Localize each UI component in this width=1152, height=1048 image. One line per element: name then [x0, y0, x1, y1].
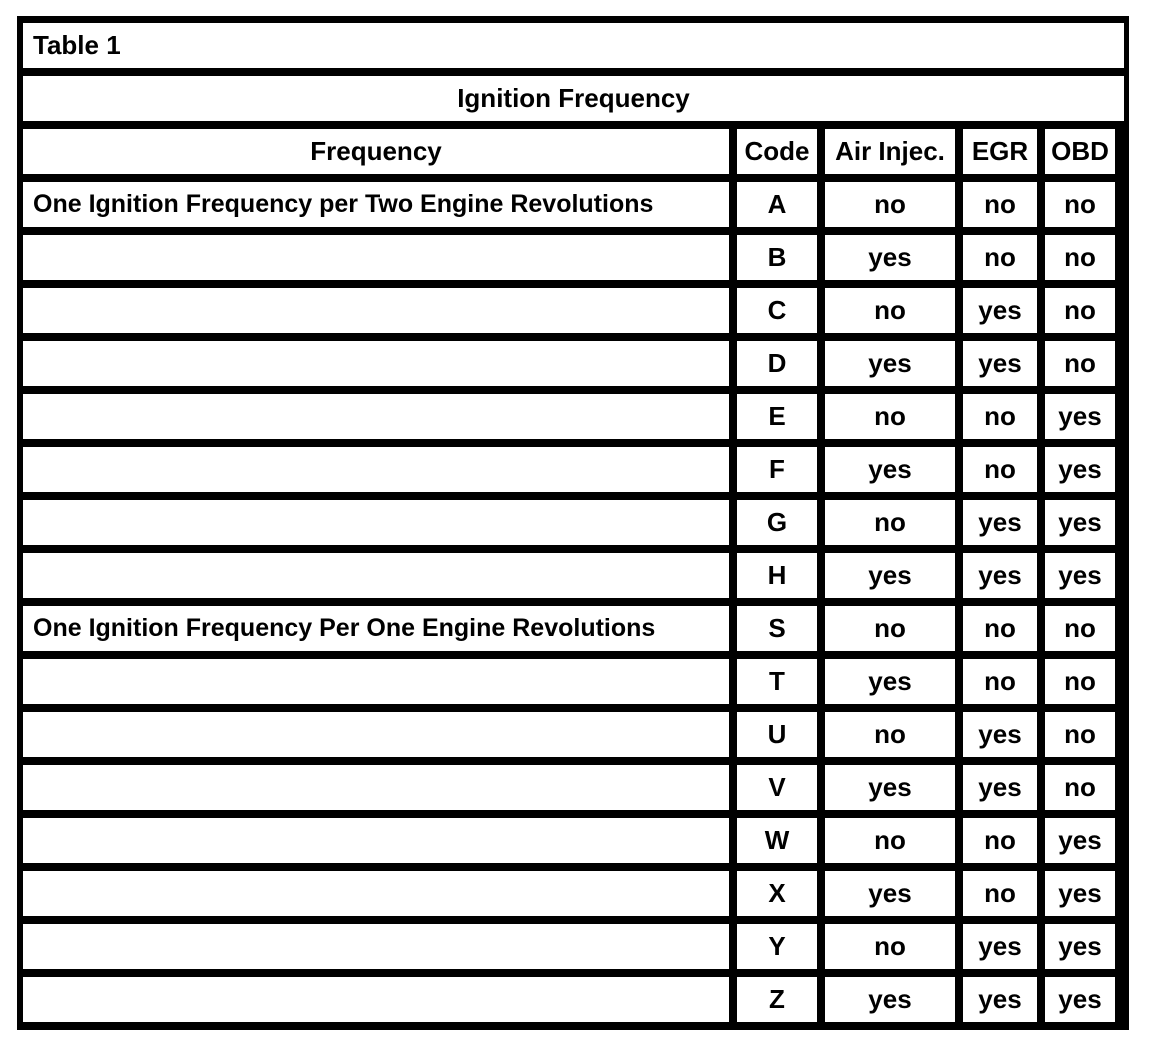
cell-egr: no — [963, 235, 1037, 280]
cell-code: X — [737, 871, 817, 916]
cell-egr: yes — [963, 341, 1037, 386]
caption-row — [23, 23, 1124, 68]
header-egr: EGR — [963, 129, 1037, 174]
cell-air-injection: no — [825, 818, 955, 863]
table-row — [23, 182, 1124, 227]
cell-obd: yes — [1045, 871, 1115, 916]
cell-code: H — [737, 553, 817, 598]
cell-air-injection: no — [825, 394, 955, 439]
cell-air-injection: yes — [825, 235, 955, 280]
cell-obd: yes — [1045, 500, 1115, 545]
cell-air-injection: no — [825, 924, 955, 969]
cell-frequency: One Ignition Frequency per Two Engine Revolutions — [23, 182, 729, 227]
table-row — [23, 447, 1124, 492]
table-row — [23, 394, 1124, 439]
cell-frequency — [23, 977, 729, 1022]
cell-code: W — [737, 818, 817, 863]
cell-frequency — [23, 500, 729, 545]
table-row — [23, 606, 1124, 651]
table-caption: Table 1 — [23, 23, 1124, 68]
cell-frequency — [23, 235, 729, 280]
cell-egr: no — [963, 394, 1037, 439]
cell-frequency — [23, 447, 729, 492]
cell-air-injection: yes — [825, 659, 955, 704]
cell-egr: yes — [963, 712, 1037, 757]
cell-obd: no — [1045, 341, 1115, 386]
cell-air-injection: no — [825, 606, 955, 651]
cell-air-injection: no — [825, 500, 955, 545]
cell-air-injection: yes — [825, 553, 955, 598]
cell-egr: no — [963, 818, 1037, 863]
cell-egr: no — [963, 659, 1037, 704]
cell-air-injection: no — [825, 712, 955, 757]
cell-air-injection: yes — [825, 977, 955, 1022]
cell-code: B — [737, 235, 817, 280]
table-row — [23, 977, 1124, 1022]
cell-air-injection: yes — [825, 871, 955, 916]
cell-obd: yes — [1045, 818, 1115, 863]
cell-obd: yes — [1045, 977, 1115, 1022]
cell-frequency — [23, 765, 729, 810]
cell-code: E — [737, 394, 817, 439]
cell-frequency — [23, 924, 729, 969]
table-row — [23, 341, 1124, 386]
header-frequency: Frequency — [23, 129, 729, 174]
cell-code: F — [737, 447, 817, 492]
cell-egr: no — [963, 447, 1037, 492]
cell-frequency — [23, 712, 729, 757]
header-row — [23, 129, 1124, 174]
cell-egr: no — [963, 182, 1037, 227]
table-title: Ignition Frequency — [23, 76, 1124, 121]
ignition-frequency-table — [17, 16, 1129, 1030]
table-row — [23, 924, 1124, 969]
cell-code: S — [737, 606, 817, 651]
cell-obd: no — [1045, 765, 1115, 810]
cell-obd: yes — [1045, 924, 1115, 969]
cell-code: U — [737, 712, 817, 757]
cell-code: Y — [737, 924, 817, 969]
cell-code: Z — [737, 977, 817, 1022]
cell-frequency: One Ignition Frequency Per One Engine Revolutions — [23, 606, 729, 651]
cell-obd: no — [1045, 235, 1115, 280]
cell-egr: yes — [963, 977, 1037, 1022]
cell-code: D — [737, 341, 817, 386]
cell-code: A — [737, 182, 817, 227]
header-code: Code — [737, 129, 817, 174]
cell-frequency — [23, 288, 729, 333]
cell-obd: yes — [1045, 447, 1115, 492]
cell-code: C — [737, 288, 817, 333]
cell-air-injection: no — [825, 182, 955, 227]
title-row — [23, 76, 1124, 121]
cell-frequency — [23, 818, 729, 863]
table-body — [23, 182, 1124, 1022]
cell-frequency — [23, 394, 729, 439]
table-row — [23, 818, 1124, 863]
cell-frequency — [23, 659, 729, 704]
cell-air-injection: yes — [825, 341, 955, 386]
table-row — [23, 659, 1124, 704]
cell-obd: yes — [1045, 394, 1115, 439]
table-row — [23, 765, 1124, 810]
header-air-injection: Air Injec. — [825, 129, 955, 174]
table-row — [23, 871, 1124, 916]
cell-air-injection: no — [825, 288, 955, 333]
cell-egr: no — [963, 606, 1037, 651]
cell-obd: yes — [1045, 553, 1115, 598]
table-row — [23, 712, 1124, 757]
cell-obd: no — [1045, 182, 1115, 227]
cell-egr: no — [963, 871, 1037, 916]
cell-obd: no — [1045, 606, 1115, 651]
cell-code: G — [737, 500, 817, 545]
cell-code: V — [737, 765, 817, 810]
cell-frequency — [23, 553, 729, 598]
table-row — [23, 553, 1124, 598]
cell-egr: yes — [963, 765, 1037, 810]
table-row — [23, 288, 1124, 333]
cell-egr: yes — [963, 500, 1037, 545]
cell-air-injection: yes — [825, 447, 955, 492]
cell-egr: yes — [963, 288, 1037, 333]
cell-frequency — [23, 871, 729, 916]
cell-egr: yes — [963, 553, 1037, 598]
table-row — [23, 235, 1124, 280]
cell-egr: yes — [963, 924, 1037, 969]
cell-obd: no — [1045, 712, 1115, 757]
table-row — [23, 500, 1124, 545]
cell-obd: no — [1045, 659, 1115, 704]
cell-code: T — [737, 659, 817, 704]
cell-frequency — [23, 341, 729, 386]
cell-obd: no — [1045, 288, 1115, 333]
header-obd: OBD — [1045, 129, 1115, 174]
cell-air-injection: yes — [825, 765, 955, 810]
